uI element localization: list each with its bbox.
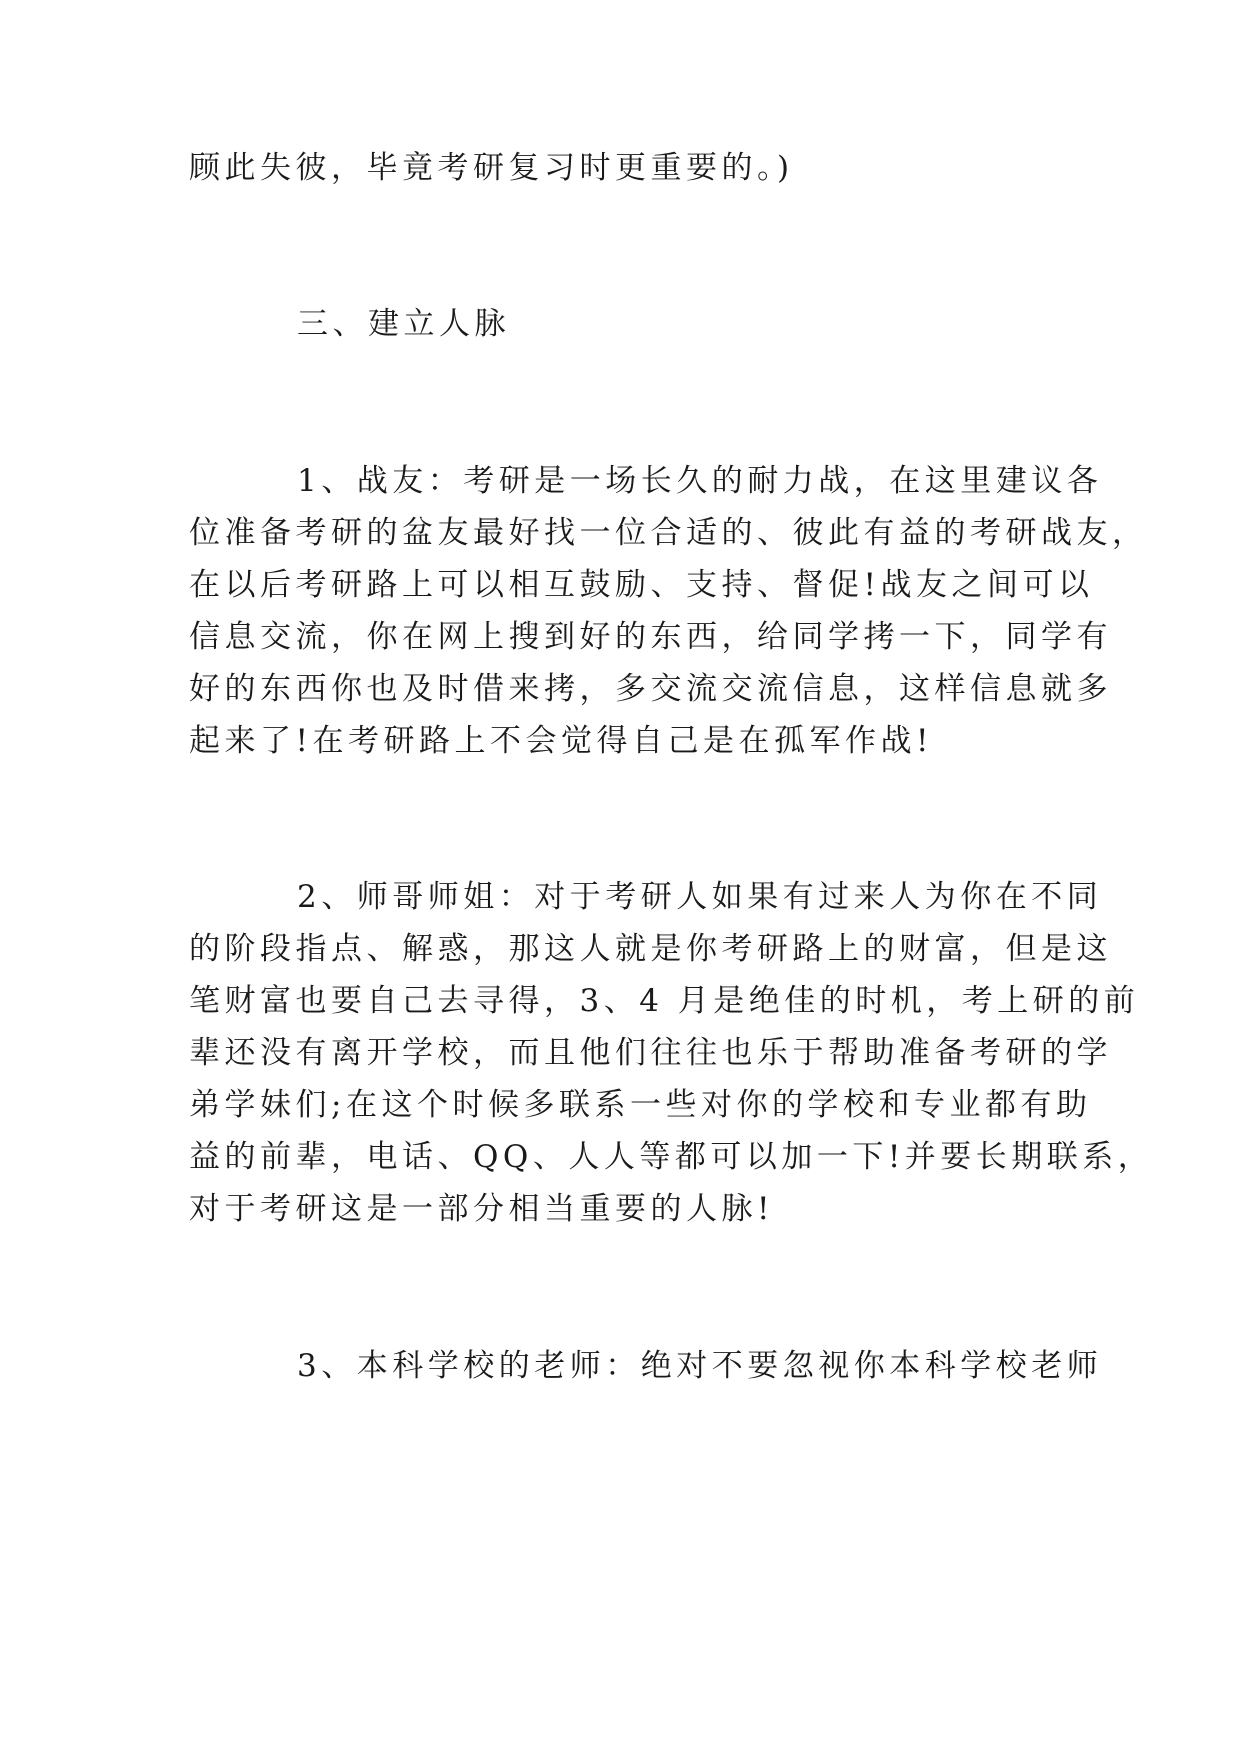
paragraph-line: 好的东西你也及时借来拷，多交流交流信息，这样信息就多 — [189, 671, 1112, 707]
paragraph-line: 对于考研这是一部分相当重要的人脉! — [189, 1191, 774, 1227]
paragraph-line: 位准备考研的盆友最好找一位合适的、彼此有益的考研战友， — [189, 515, 1148, 551]
paragraph-line: 笔财富也要自己去寻得，3、4 月是绝佳的时机，考上研的前 — [189, 983, 1140, 1019]
paragraph-line: 信息交流，你在网上搜到好的东西，给同学拷一下，同学有 — [189, 619, 1112, 655]
paragraph-line: 起来了!在考研路上不会觉得自己是在孤军作战! — [189, 723, 933, 759]
paragraph-line: 的阶段指点、解惑，那这人就是你考研路上的财富，但是这 — [189, 931, 1112, 967]
paragraph-line: 3、本科学校的老师：绝对不要忽视你本科学校老师 — [297, 1348, 1103, 1384]
paragraph-line: 1、战友：考研是一场长久的耐力战，在这里建议各 — [297, 463, 1103, 499]
paragraph-line: 2、师哥师姐：对于考研人如果有过来人为你在不同 — [297, 879, 1103, 915]
paragraph-line: 顾此失彼，毕竟考研复习时更重要的。) — [189, 150, 794, 186]
paragraph-line: 弟学妹们;在这个时候多联系一些对你的学校和专业都有助 — [189, 1087, 1092, 1123]
paragraph-line: 在以后考研路上可以相互鼓励、支持、督促!战友之间可以 — [189, 567, 1094, 603]
paragraph-line: 辈还没有离开学校，而且他们往往也乐于帮助准备考研的学 — [189, 1035, 1112, 1071]
section-heading: 三、建立人脉 — [297, 306, 510, 342]
paragraph-line: 益的前辈，电话、QQ、人人等都可以加一下!并要长期联系， — [189, 1139, 1154, 1175]
